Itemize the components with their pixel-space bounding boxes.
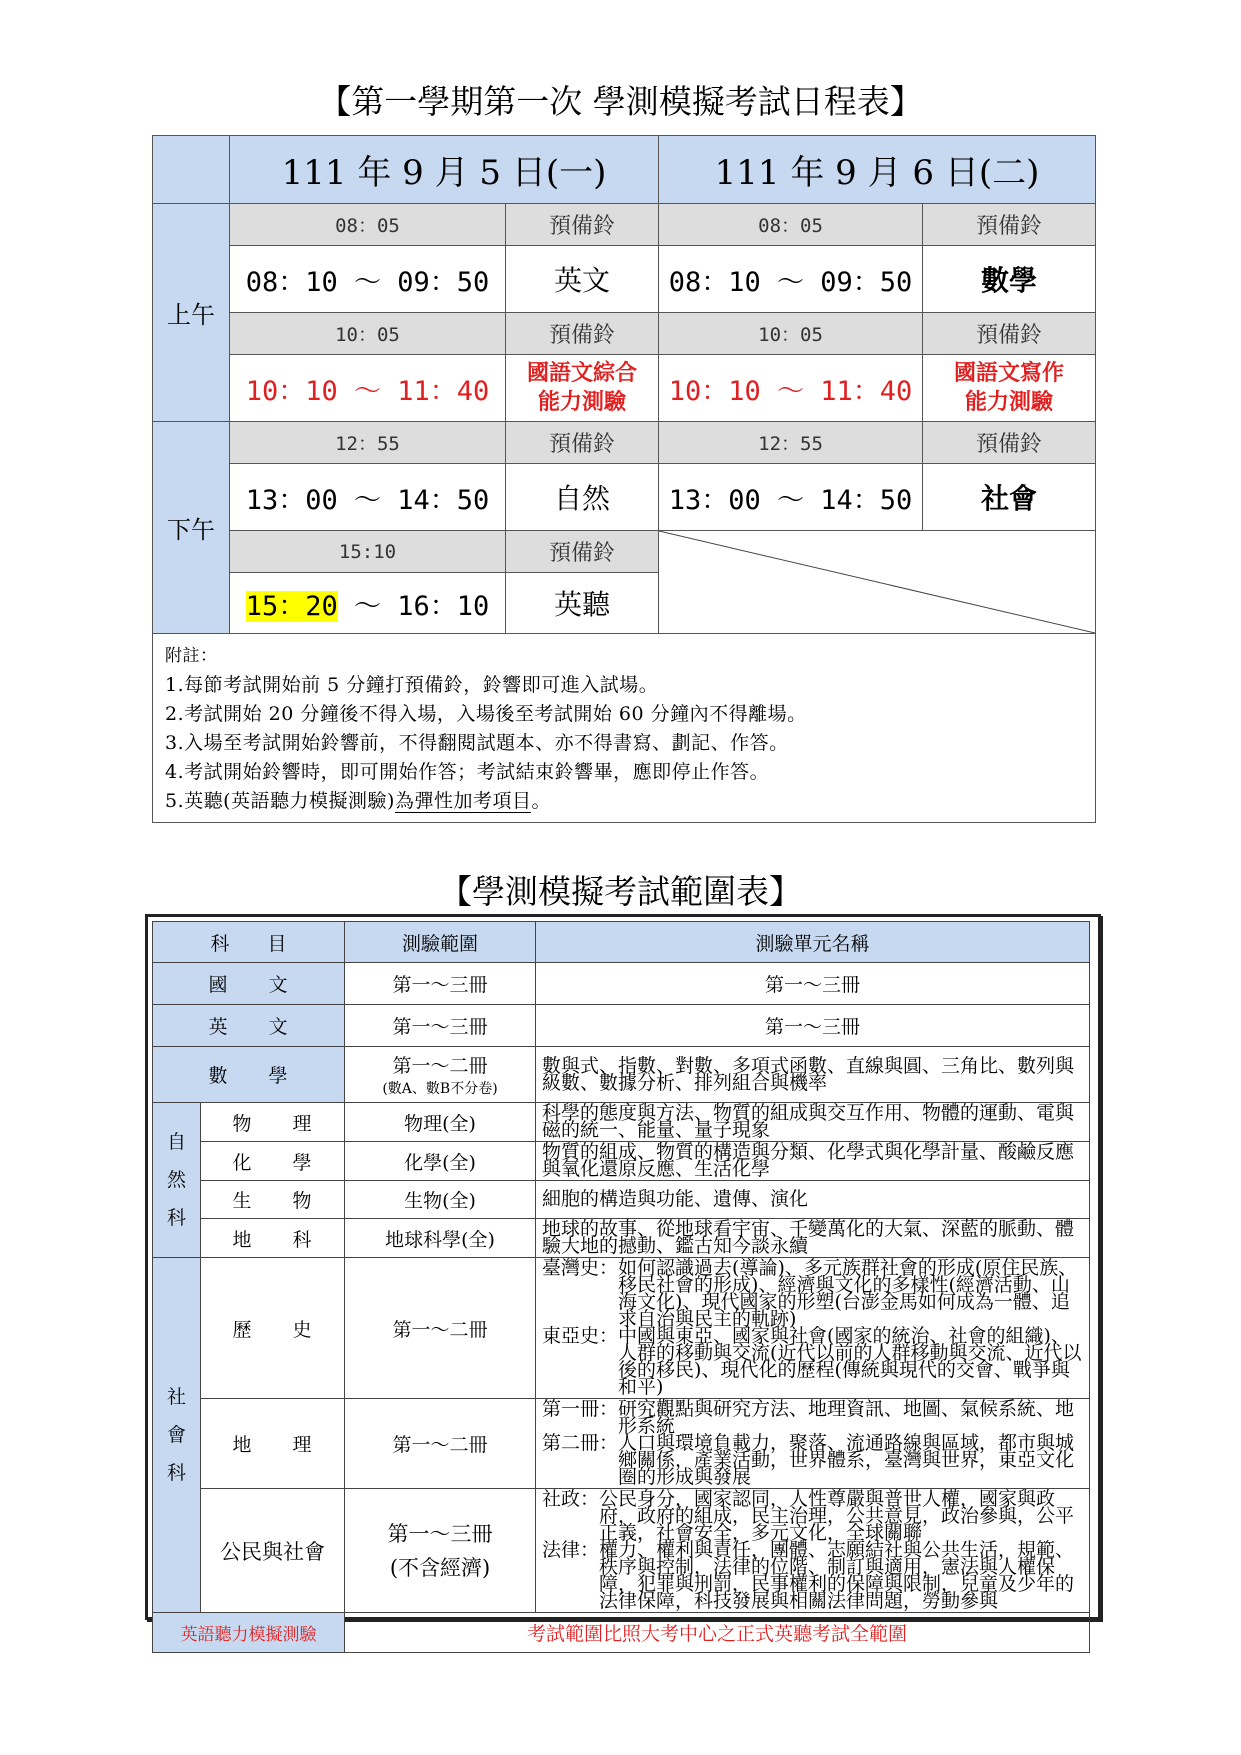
note-item: 1.每節考試開始前 5 分鐘打預備鈴，鈴響即可進入試場。: [165, 674, 659, 696]
bell-time: 12：55: [659, 422, 923, 464]
group-social: [153, 1258, 201, 1613]
subject-line: 能力測驗: [538, 390, 627, 415]
exam-subject: 數學: [923, 246, 1096, 313]
note-item: [165, 787, 1085, 816]
bell-label: 預備鈴: [923, 204, 1096, 246]
highlighted-start-time: 15：20: [245, 590, 338, 622]
bell-label: 預備鈴: [923, 422, 1096, 464]
exam-time: [230, 573, 506, 634]
header-units: 測驗單元名稱: [536, 922, 1090, 963]
units-math: 數與式、指數、對數、多項式函數、直線與圓、三角比、數列與級數、數據分析、排列組合與機率: [536, 1047, 1090, 1103]
subject-chinese: 國 文: [153, 963, 345, 1005]
range-civics: [345, 1489, 536, 1613]
exam-subject: 英文: [506, 246, 659, 313]
units-chemistry: 物質的組成、物質的構造與分類、化學式與化學計量、酸鹼反應與氧化還原反應、生活化學: [536, 1142, 1090, 1181]
subject-biology: 生 物: [201, 1181, 345, 1219]
range-physics: 物理(全): [345, 1103, 536, 1142]
bell-time: 12：55: [230, 422, 506, 464]
bell-label: 預備鈴: [506, 531, 659, 573]
range-geography: 第一～二冊: [345, 1399, 536, 1489]
day1-header: 111 年 9 月 5 日(一): [230, 136, 659, 204]
bell-label: 預備鈴: [923, 313, 1096, 355]
range-chinese: 第一～三冊: [345, 963, 536, 1005]
units-chinese: 第一～三冊: [536, 963, 1090, 1005]
unit-value: 中國與東亞、國家與社會(國家的統治、社會的組織)、人群的移動與交流(近代以前的人群移動與交流、近代以後的移民)、現代化的歷程(傳統與現代的交會、戰爭與和平): [618, 1325, 1082, 1398]
range-note: (不含經濟): [389, 1555, 491, 1580]
bell-label: 預備鈴: [506, 313, 659, 355]
subject-earth-science: 地 科: [201, 1219, 345, 1258]
note-item: 3.入場至考試開始鈴響前，不得翻閱試題本、亦不得書寫、劃記、作答。: [165, 732, 789, 754]
scope-title: 【學測模擬考試範圍表】: [439, 872, 802, 911]
subject-physics: 物 理: [201, 1103, 345, 1142]
exam-time: 10：10 ～ 11：40: [230, 355, 506, 422]
bell-time: 10：05: [659, 313, 923, 355]
afternoon-label: 下午: [153, 422, 230, 634]
range-text: 第一～二冊: [392, 1055, 488, 1077]
unit-value: 公民身分，國家認同，人性尊嚴與普世人權，國家與政府，政府的組成，民主治理，公共意見，政治參與，公平正義，社會安全，多元文化，全球關聯: [599, 1488, 1075, 1544]
units-biology: 細胞的構造與功能、遺傳、演化: [536, 1181, 1090, 1219]
subject-chemistry: 化 學: [201, 1142, 345, 1181]
bell-label: 預備鈴: [506, 204, 659, 246]
exam-scope-table: [152, 921, 1090, 1653]
range-history: 第一～二冊: [345, 1258, 536, 1399]
scope-english-listening: 考試範圍比照大考中心之正式英聽考試全範圍: [345, 1613, 1090, 1653]
unit-block: [542, 1257, 1083, 1330]
units-history: [536, 1258, 1090, 1399]
morning-label: 上午: [153, 204, 230, 422]
note5-underlined: 為彈性加考項目: [394, 790, 532, 812]
exam-subject: 自然: [506, 464, 659, 531]
range-text: 第一～三冊: [387, 1521, 493, 1546]
subject-line: 國語文綜合: [527, 361, 638, 386]
header-subject: 科 目: [153, 922, 345, 963]
bell-time: 08：05: [659, 204, 923, 246]
exam-time: 10：10 ～ 11：40: [659, 355, 923, 422]
notes-title: 附註：: [165, 646, 218, 666]
note-item: 2.考試開始 20 分鐘後不得入場，入場後至考試開始 60 分鐘內不得離場。: [165, 703, 807, 725]
subject-math: 數 學: [153, 1047, 345, 1103]
subject-history: 歷 史: [201, 1258, 345, 1399]
notes-section: [153, 634, 1096, 823]
exam-time: 08：10 ～ 09：50: [659, 246, 923, 313]
exam-time: 13：00 ～ 14：50: [230, 464, 506, 531]
group-char: 會: [166, 1424, 186, 1446]
range-biology: 生物(全): [345, 1181, 536, 1219]
empty-slot: [659, 531, 1096, 634]
unit-key: 臺灣史：: [542, 1257, 619, 1279]
range-earth-science: 地球科學(全): [345, 1219, 536, 1258]
note5-end: 。: [531, 790, 551, 812]
unit-key: 法律：: [542, 1539, 600, 1561]
bell-label: 預備鈴: [506, 422, 659, 464]
unit-key: 第一冊：: [542, 1398, 619, 1420]
end-time: ～ 16：10: [337, 590, 490, 622]
group-char: 科: [166, 1207, 186, 1229]
bell-time: 15:10: [230, 531, 506, 573]
subject-line: 能力測驗: [965, 390, 1054, 415]
unit-block: [542, 1432, 1083, 1488]
exam-time: 13：00 ～ 14：50: [659, 464, 923, 531]
exam-subject: 社會: [923, 464, 1096, 531]
unit-value: 人口與環境負載力，聚落、流通路線與區域，都市與城鄉關係，產業活動，世界體系，臺灣與世界，東亞文化圈的形成與發展: [618, 1432, 1075, 1488]
group-char: 社: [166, 1386, 186, 1408]
schedule-title: 【第一學期第一次 學測模擬考試日程表】: [318, 82, 923, 121]
subject-civics: 公民與社會: [201, 1489, 345, 1613]
group-science: [153, 1103, 201, 1258]
note-item: 4.考試開始鈴響時，即可開始作答；考試結束鈴響畢，應即停止作答。: [165, 761, 770, 783]
bell-time: 08：05: [230, 204, 506, 246]
unit-value: 權力、權利與責任，團體、志願結社與公共生活，規範、秩序與控制，法律的位階、制訂與適用，憲法與人權保障，犯罪與刑罰，民事權利的保障與限制，兒童及少年的法律保障，科技發展與相關法律問題，勞動參與: [599, 1539, 1075, 1612]
exam-subject: [506, 355, 659, 422]
group-char: 自: [166, 1131, 186, 1153]
units-english: 第一～三冊: [536, 1005, 1090, 1047]
unit-value: 如何認識過去(導論)、多元族群社會的形成(原住民族、移民社會的形成)、經濟與文化的多樣性(經濟活動、山海文化)、現代國家的形塑(台澎金馬如何成為一體、追求自治與民主的軌跡): [618, 1257, 1078, 1330]
units-earth-science: 地球的故事、從地球看宇宙、千變萬化的大氣、深藍的脈動、體驗大地的撼動、鑑古知今談永續: [536, 1219, 1090, 1258]
subject-line: 國語文寫作: [954, 361, 1065, 386]
range-chemistry: 化學(全): [345, 1142, 536, 1181]
bell-time: 10：05: [230, 313, 506, 355]
units-civics: [536, 1489, 1090, 1613]
group-char: 科: [166, 1462, 186, 1484]
unit-value: 研究觀點與研究方法、地理資訊、地圖、氣候系統、地形系統: [618, 1398, 1075, 1437]
unit-key: 東亞史：: [542, 1325, 619, 1347]
units-physics: 科學的態度與方法、物質的組成與交互作用、物體的運動、電與磁的統一、能量、量子現象: [536, 1103, 1090, 1142]
diagonal-line: [659, 531, 1095, 633]
subject-geography: 地 理: [201, 1399, 345, 1489]
exam-schedule-table: [152, 135, 1096, 823]
exam-subject: [923, 355, 1096, 422]
exam-subject: 英聽: [506, 573, 659, 634]
unit-block: [542, 1398, 1083, 1437]
unit-block: [542, 1488, 1083, 1544]
unit-key: 社政：: [542, 1488, 600, 1510]
note5-lead: 5.英聽(英語聽力模擬測驗): [165, 790, 395, 812]
subject-english-listening: 英語聽力模擬測驗: [153, 1613, 345, 1653]
header-range: 測驗範圍: [345, 922, 536, 963]
range-english: 第一～三冊: [345, 1005, 536, 1047]
day2-header: 111 年 9 月 6 日(二): [659, 136, 1096, 204]
corner-cell: [153, 136, 230, 204]
exam-time: 08：10 ～ 09：50: [230, 246, 506, 313]
group-char: 然: [166, 1169, 186, 1191]
unit-block: [542, 1539, 1083, 1612]
subject-english: 英 文: [153, 1005, 345, 1047]
range-math: [345, 1047, 536, 1103]
range-note: (數A、數B不分卷): [382, 1081, 498, 1097]
unit-key: 第二冊：: [542, 1432, 619, 1454]
unit-block: [542, 1325, 1083, 1398]
units-geography: [536, 1399, 1090, 1489]
